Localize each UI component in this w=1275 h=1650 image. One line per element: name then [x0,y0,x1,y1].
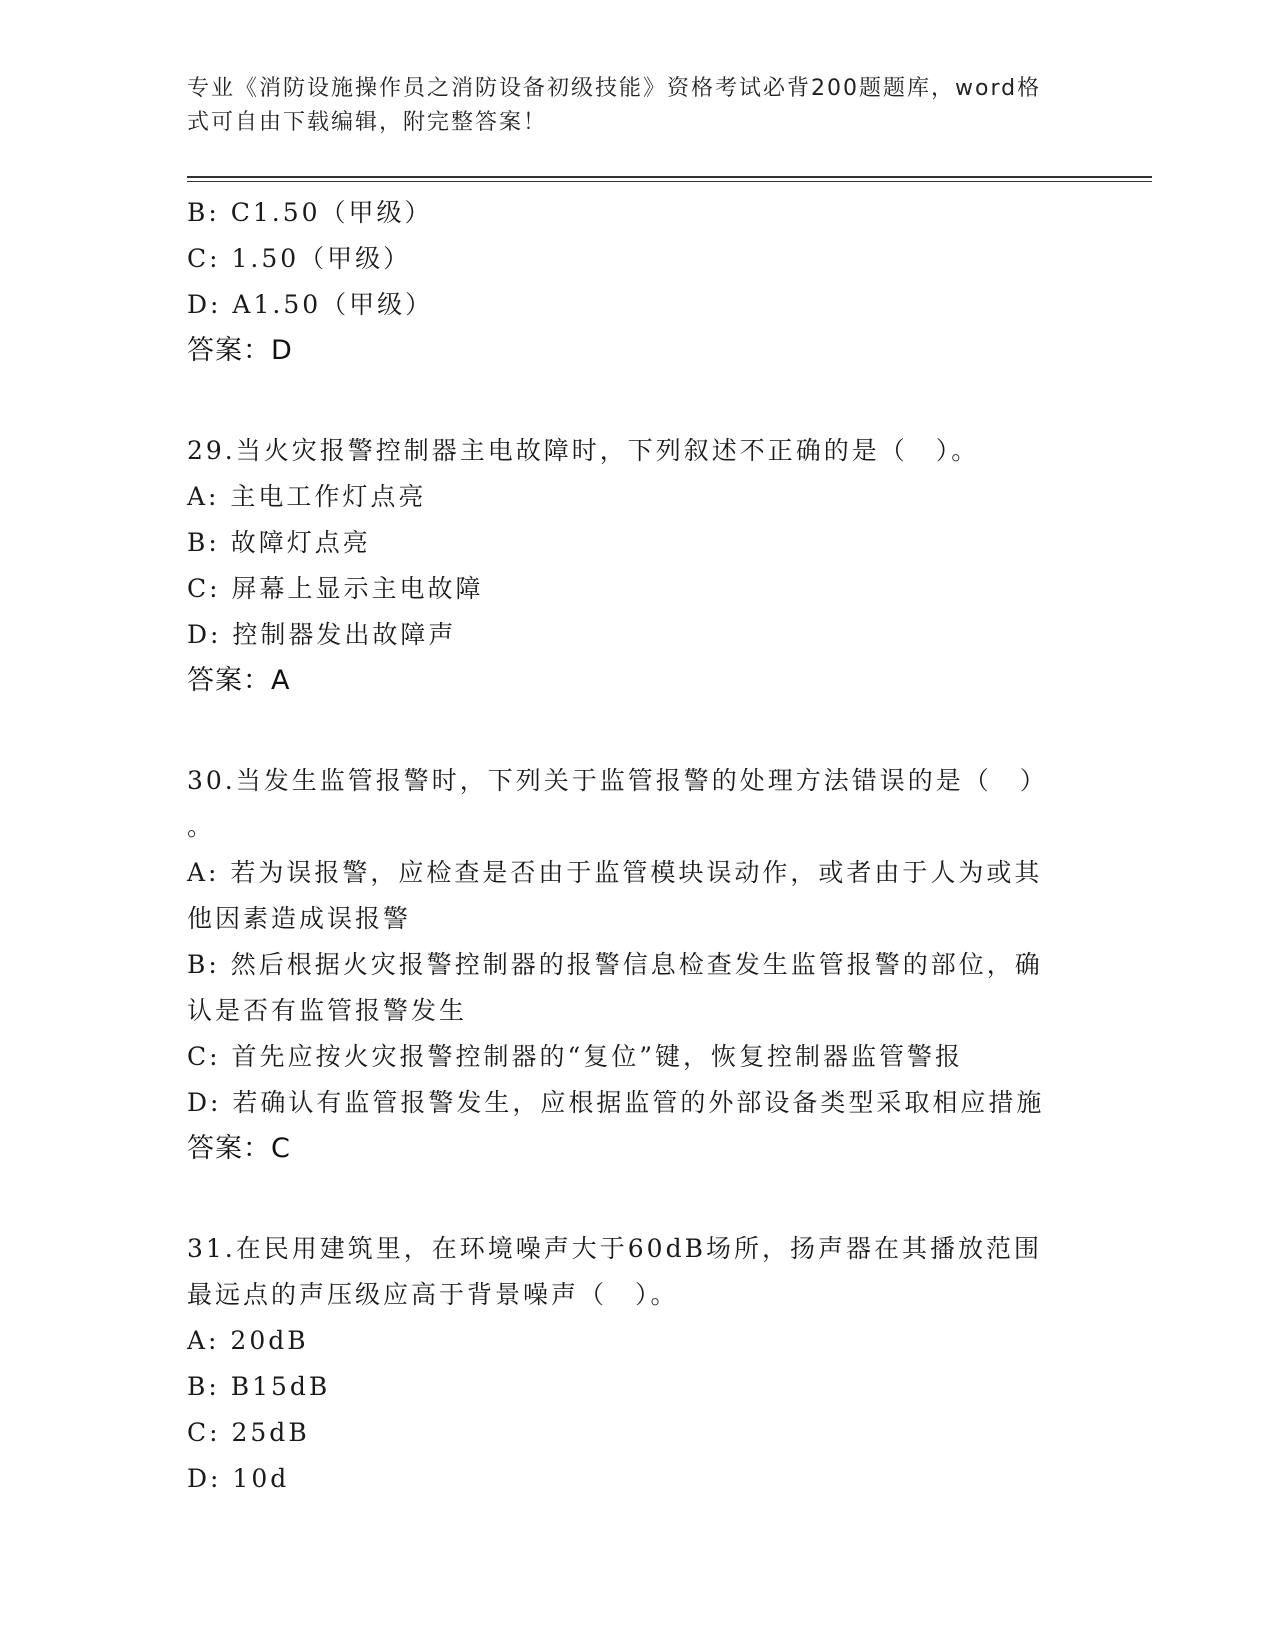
question-content [187,190,1067,1502]
question-stem-continuation: 。 [187,812,216,841]
question-stem: 30.当发生监管报警时，下列关于监管报警的处理方法错误的是（ ） [187,766,1048,795]
option-c: C: 首先应按火灾报警控制器的“复位”键，恢复控制器监管警报 [187,1042,964,1071]
option-c: C: 25dB [187,1418,310,1447]
option-b: B: B15dB [187,1372,331,1401]
question-stem: 29.当火灾报警控制器主电故障时，下列叙述不正确的是（ ）。 [187,436,980,465]
option-b: B: 然后根据火灾报警控制器的报警信息检查发生监管报警的部位，确认是否有监管报警发生 [187,950,1043,1025]
header-line-1: 专业《消防设施操作员之消防设备初级技能》资格考试必背200题题库，word格 [187,76,1042,101]
answer-line: 答案：C [187,1133,291,1164]
option-c: C: 屏幕上显示主电故障 [187,574,484,603]
question-stem: 31.在民用建筑里，在环境噪声大于60dB场所，扬声器在其播放范围最远点的声压级应高于背景噪声（ ）。 [187,1234,1042,1309]
answer-line: 答案：D [187,335,293,366]
question-29 [187,428,1067,704]
option-d: D: 若确认有监管报警发生，应根据监管的外部设备类型采取相应措施 [187,1088,1045,1117]
option-b: B: 故障灯点亮 [187,528,371,557]
option-a: A: 若为误报警，应检查是否由于监管模块误动作，或者由于人为或其他因素造成误报警 [187,858,1043,933]
option-a: A: 20dB [187,1326,309,1355]
header-line-2: 式可自由下载编辑，附完整答案！ [187,110,548,135]
option-b: B: C1.50（甲级） [187,198,433,227]
option-c: C: 1.50（甲级） [187,244,412,273]
question-28-partial [187,190,1067,374]
option-d: D: 10d [187,1464,290,1493]
header-divider-thin [187,181,1152,182]
document-header [187,72,1067,140]
option-d: D: 控制器发出故障声 [187,620,457,649]
question-30 [187,758,1067,1172]
option-a: A: 主电工作灯点亮 [187,482,427,511]
option-d: D: A1.50（甲级） [187,290,434,319]
answer-line: 答案：A [187,665,291,696]
header-divider-thick [187,176,1152,178]
question-31 [187,1226,1067,1502]
